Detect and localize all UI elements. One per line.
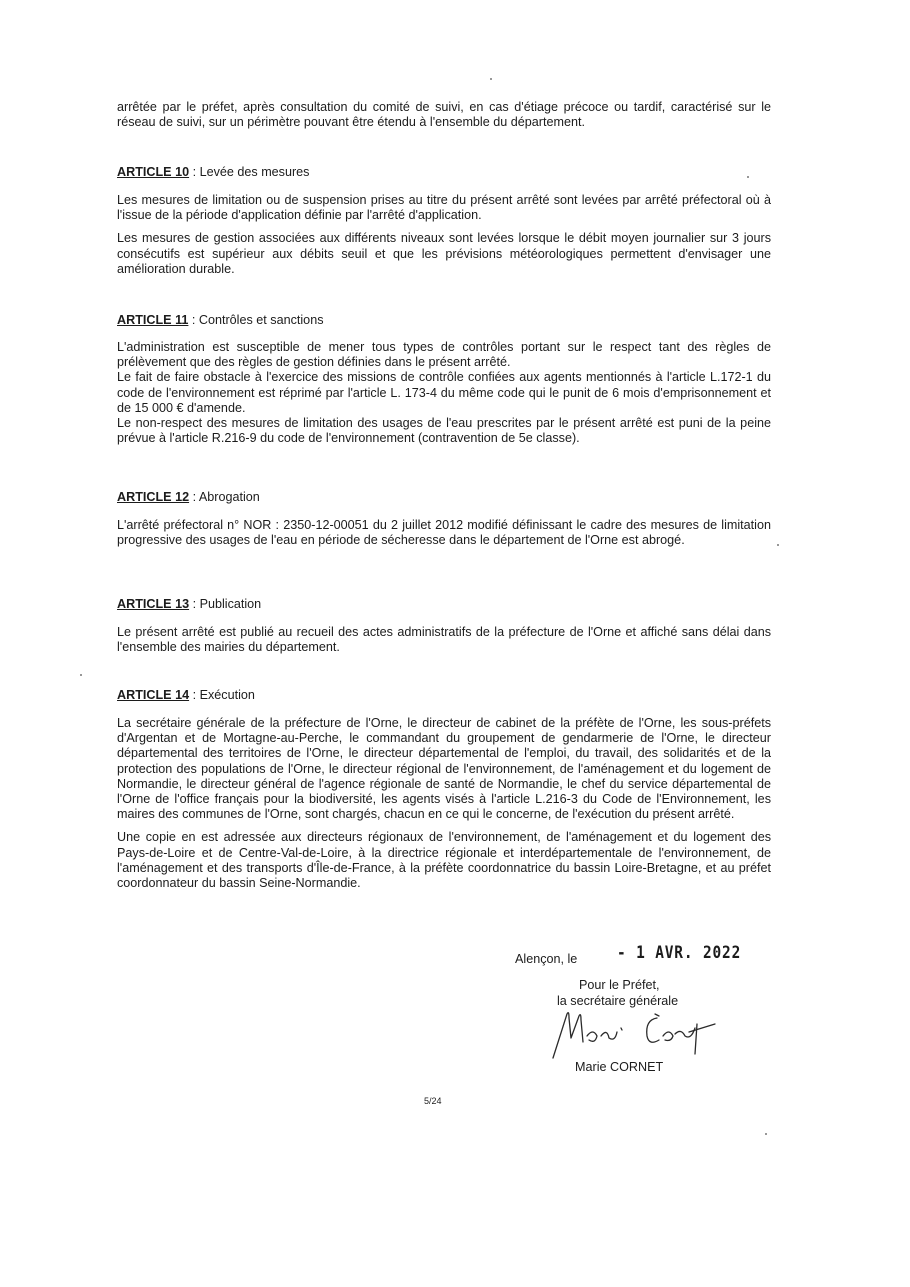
handwritten-signature: [545, 1006, 735, 1062]
intro-text: arrêtée par le préfet, après consultation du comité de suivi, en cas d'étiage précoce ou tardif, caractérisé sur le réseau de suivi, sur un périmètre pouvant être étendu à l'ensemble du département.: [117, 100, 771, 130]
article-14-heading: [117, 688, 255, 703]
article-14-number: ARTICLE 14: [117, 688, 190, 702]
signature-place: Alençon, le: [515, 952, 578, 966]
article-10-title: : Levée des mesures: [189, 165, 310, 179]
signature-name: Marie CORNET: [575, 1060, 664, 1074]
article-12-title: : Abrogation: [189, 490, 260, 504]
article-13-body: [117, 625, 771, 655]
date-stamp-text: - 1 AVR. 2022: [617, 943, 742, 963]
article-10-heading: [117, 165, 309, 180]
article-11-title: : Contrôles et sanctions: [188, 313, 324, 327]
article-11-number: ARTICLE 11: [117, 313, 189, 327]
scan-speck: [80, 674, 82, 676]
article-11-heading: [117, 313, 324, 328]
article-13-paragraph: Le présent arrêté est publié au recueil des actes administratifs de la préfecture de l'Orne et affiché sans délai dans l'ensemble des mairies du département.: [117, 625, 771, 655]
signature-role: la secrétaire générale: [557, 994, 679, 1008]
signature-for-line: Pour le Préfet,: [579, 978, 660, 992]
article-12-heading: [117, 490, 260, 505]
article-10-paragraph: Les mesures de gestion associées aux différents niveaux sont levées lorsque le débit moyen journalier sur 3 jours consécutifs est supérieur aux débits seuil et que les prévisions météorologiques permettent d'envisager une amélioration durable.: [117, 231, 771, 276]
article-13-heading: [117, 597, 261, 612]
intro-paragraph: [117, 100, 771, 130]
article-12-number: ARTICLE 12: [117, 490, 190, 504]
article-14-paragraph: La secrétaire générale de la préfecture de l'Orne, le directeur de cabinet de la préfète de l'Orne, les sous-préfets d'Argentan et de Mortagne-au-Perche, le commandant du groupement de gendarmerie de l'Orne, le directeur départemental des territoires de l'Orne, le directeur départemental de l'emploi, du travail, des solidarités et de la protection des populations de l'Orne, le directeur régional de l'environnement, de l'aménagement et du logement de Normandie, le directeur général de l'agence régionale de santé de Normandie, le chef du service départemental de l'Orne de l'office français pour la biodiversité, les agents visés à l'article L.216-3 du Code de l'Environnement, les maires des communes de l'Orne, sont chargés, chacun en ce qui le concerne, de l'exécution du présent arrêté.: [117, 716, 771, 822]
article-12-paragraph: L'arrêté préfectoral n° NOR : 2350-12-00051 du 2 juillet 2012 modifié définissant le cadre des mesures de limitation progressive des usages de l'eau en période de sécheresse dans le département de l'Orne est abrogé.: [117, 518, 771, 548]
article-11-paragraph: Le non-respect des mesures de limitation des usages de l'eau prescrites par le présent arrêté est puni de la peine prévue à l'article R.216-9 du code de l'environnement (contravention de 5e classe).: [117, 416, 771, 446]
article-10-paragraph: Les mesures de limitation ou de suspension prises au titre du présent arrêté sont levées par arrêté préfectoral où à l'issue de la période d'application définie par l'arrêté d'application.: [117, 193, 771, 223]
article-14-paragraph: Une copie en est adressée aux directeurs régionaux de l'environnement, de l'aménagement et du logement des Pays-de-Loire et de Centre-Val-de-Loire, à la directrice régionale et interdépartementale de l'environnement, de l'aménagement et des transports d'Île-de-France, à la préfète coordonnatrice du bassin Loire-Bretagne, et au préfet coordonnateur du bassin Seine-Normandie.: [117, 830, 771, 891]
article-14-title: : Exécution: [189, 688, 255, 702]
scan-speck: [765, 1133, 767, 1135]
article-10-number: ARTICLE 10: [117, 165, 190, 179]
article-14-body: [117, 716, 771, 891]
page-number: 5/24: [424, 1096, 442, 1106]
article-10-body: [117, 193, 771, 277]
scan-speck: [777, 544, 779, 546]
article-13-number: ARTICLE 13: [117, 597, 190, 611]
scan-speck: [490, 78, 492, 80]
article-11-paragraph: Le fait de faire obstacle à l'exercice des missions de contrôle confiées aux agents mentionnés à l'article L.172-1 du code de l'environnement est réprimé par l'article L. 173-4 du même code qui le punit de 6 mois d'emprisonnement et de 15 000 € d'amende.: [117, 370, 771, 415]
signature-date-stamp: [617, 943, 763, 963]
article-13-title: : Publication: [189, 597, 262, 611]
article-11-body: [117, 340, 771, 446]
article-11-paragraph: L'administration est susceptible de mener tous types de contrôles portant sur le respect tant des règles de prélèvement que des règles de gestion définies dans le présent arrêté.: [117, 340, 771, 370]
article-12-body: [117, 518, 771, 548]
scan-speck: [747, 176, 749, 178]
